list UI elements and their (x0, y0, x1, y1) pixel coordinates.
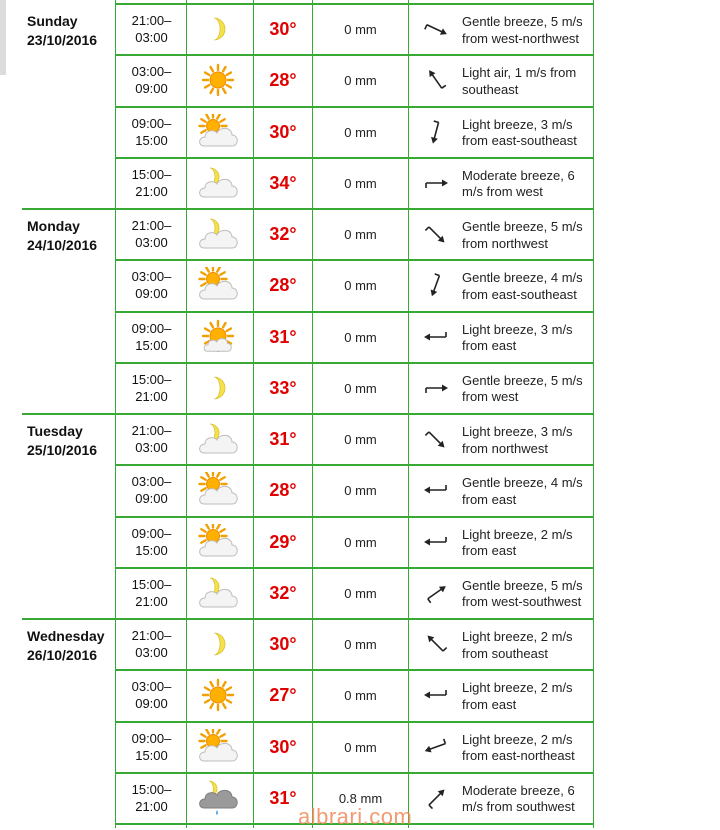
precipitation: 0 mm (344, 432, 377, 447)
time-end: 09:00 (135, 491, 168, 507)
time-end: 03:00 (135, 645, 168, 660)
day-cell (0, 4, 115, 209)
time-start: 03:00– (131, 679, 172, 695)
wind-direction-arrow-icon (421, 424, 451, 454)
temperature: 27° (269, 685, 297, 706)
precipitation: 0 mm (344, 380, 377, 396)
temperature: 28° (269, 480, 297, 501)
time-start: 15:00– (131, 576, 172, 592)
precipitation: 0 mm (344, 483, 377, 499)
time-range (117, 268, 186, 302)
time-range (117, 781, 186, 815)
wind-description: Light breeze, 2 m/s from east (462, 526, 573, 558)
precipitation: 0 mm (344, 22, 377, 37)
temperature: 32° (269, 224, 297, 244)
wind-description: Gentle breeze, 5 m/s from west-northwest (462, 14, 583, 46)
sun-icon (196, 677, 240, 713)
time-range (117, 63, 186, 97)
sun-small-cloud-icon (196, 319, 240, 355)
time-range (117, 166, 186, 200)
temperature: 33° (269, 377, 297, 398)
temperature: 31° (269, 326, 297, 347)
time-start: 09:00– (131, 525, 172, 541)
time-end: 09:00 (135, 81, 168, 97)
time-range (117, 473, 186, 507)
wind-direction-arrow-icon (421, 65, 451, 95)
day-name: Tuesday (27, 423, 83, 439)
temperature: 31° (269, 429, 297, 449)
wind-direction-arrow-icon (421, 322, 451, 352)
precipitation: 0 mm (344, 227, 377, 242)
grid-line (253, 0, 254, 828)
time-end: 03:00 (135, 440, 168, 455)
sun-cloud-icon (196, 472, 240, 508)
temperature: 28° (269, 70, 297, 91)
wind-direction-arrow-icon (421, 629, 451, 659)
time-start: 09:00– (131, 730, 172, 746)
wind-direction-arrow-icon (421, 527, 451, 557)
time-end: 03:00 (135, 235, 168, 250)
grid-line (22, 413, 593, 415)
wind-description: Light breeze, 3 m/s from east-southeast (462, 116, 577, 148)
wind-direction-arrow-icon (421, 168, 451, 198)
precipitation: 0 mm (344, 329, 377, 345)
grid-line (22, 618, 593, 620)
time-range (117, 576, 186, 610)
wind-description: Light breeze, 2 m/s from southeast (462, 629, 573, 661)
time-start: 21:00– (131, 423, 172, 438)
moon-icon (196, 370, 240, 406)
watermark: albrari.com (298, 804, 413, 829)
temperature: 30° (269, 736, 297, 757)
time-range (117, 217, 186, 251)
time-start: 15:00– (131, 781, 172, 797)
time-end: 21:00 (135, 183, 168, 199)
day-name: Sunday (27, 13, 78, 29)
moon-cloud-icon (196, 165, 240, 201)
temperature: 34° (269, 172, 297, 193)
time-range (117, 678, 186, 712)
sun-cloud-icon (196, 524, 240, 560)
day-date: 26/10/2016 (27, 647, 98, 663)
grid-line (22, 208, 593, 210)
time-start: 21:00– (131, 628, 172, 643)
grid-line (312, 0, 313, 828)
wind-direction-arrow-icon (421, 373, 451, 403)
wind-description: Moderate breeze, 6 m/s from west (462, 167, 575, 200)
time-start: 03:00– (131, 474, 172, 490)
day-name: Monday (27, 218, 80, 234)
wind-description: Gentle breeze, 4 m/s from east (462, 475, 583, 507)
precipitation: 0 mm (344, 278, 377, 294)
time-end: 15:00 (135, 337, 168, 353)
temperature: 29° (269, 531, 297, 552)
time-start: 21:00– (131, 218, 172, 233)
time-end: 21:00 (135, 593, 168, 609)
time-start: 09:00– (131, 115, 172, 131)
grid-line (115, 0, 116, 828)
wind-direction-arrow-icon (421, 219, 451, 249)
wind-direction-arrow-icon (421, 783, 451, 813)
day-cell (0, 209, 115, 414)
precipitation: 0 mm (344, 637, 377, 652)
precipitation: 0 mm (344, 124, 377, 140)
grid-line (593, 0, 594, 828)
temperature: 30° (269, 19, 297, 39)
day-cell (0, 414, 115, 619)
wind-description: Light breeze, 2 m/s from east-northeast (462, 731, 575, 763)
precipitation: 0 mm (344, 175, 377, 191)
wind-description: Moderate breeze, 6 m/s from southwest (462, 782, 575, 815)
wind-description: Gentle breeze, 5 m/s from west-southwest (462, 577, 583, 610)
wind-description: Gentle breeze, 5 m/s from west (462, 372, 583, 405)
wind-direction-arrow-icon (421, 475, 451, 505)
time-range (117, 320, 186, 354)
temperature: 30° (269, 634, 297, 654)
temperature: 30° (269, 121, 297, 142)
time-end: 03:00 (135, 30, 168, 45)
wind-direction-arrow-icon (421, 270, 451, 300)
time-start: 21:00– (131, 13, 172, 28)
sun-cloud-icon (196, 114, 240, 150)
precipitation: 0.8 mm (338, 790, 383, 806)
time-range (117, 422, 186, 456)
moon-rain-cloud-icon (196, 780, 240, 816)
day-cell (0, 619, 115, 824)
precipitation: 0 mm (344, 73, 377, 89)
grid-line (186, 0, 187, 828)
day-name: Wednesday (27, 628, 105, 644)
time-start: 15:00– (131, 371, 172, 387)
precipitation: 0 mm (344, 688, 377, 704)
time-range (117, 525, 186, 559)
time-end: 15:00 (135, 747, 168, 763)
time-range (117, 12, 186, 46)
moon-cloud-icon (196, 421, 240, 457)
time-end: 21:00 (135, 388, 168, 404)
wind-description: Light breeze, 2 m/s from east (462, 680, 573, 712)
time-range (117, 730, 186, 764)
precipitation: 0 mm (344, 585, 377, 601)
sun-cloud-icon (196, 267, 240, 303)
moon-icon (196, 11, 240, 47)
time-range (117, 371, 186, 405)
wind-direction-arrow-icon (421, 578, 451, 608)
wind-description: Light air, 1 m/s from southeast (462, 65, 577, 97)
wind-direction-arrow-icon (421, 117, 451, 147)
wind-description: Gentle breeze, 5 m/s from northwest (462, 219, 583, 251)
wind-description: Light breeze, 3 m/s from east (462, 321, 573, 353)
wind-direction-arrow-icon (421, 14, 451, 44)
time-start: 15:00– (131, 166, 172, 182)
time-end: 15:00 (135, 132, 168, 148)
day-date: 25/10/2016 (27, 442, 98, 458)
sun-cloud-icon (196, 729, 240, 765)
time-end: 09:00 (135, 286, 168, 302)
precipitation: 0 mm (344, 739, 377, 755)
time-range (117, 115, 186, 149)
time-start: 03:00– (131, 269, 172, 285)
wind-direction-arrow-icon (421, 732, 451, 762)
grid-line (408, 0, 409, 828)
wind-description: Light breeze, 3 m/s from northwest (462, 424, 573, 456)
temperature: 31° (269, 787, 297, 808)
time-start: 09:00– (131, 320, 172, 336)
day-date: 24/10/2016 (27, 237, 98, 253)
wind-direction-arrow-icon (421, 680, 451, 710)
time-range (117, 627, 186, 661)
moon-icon (196, 626, 240, 662)
time-end: 09:00 (135, 696, 168, 712)
moon-cloud-icon (196, 575, 240, 611)
time-end: 15:00 (135, 542, 168, 558)
time-end: 21:00 (135, 798, 168, 814)
precipitation: 0 mm (344, 534, 377, 550)
temperature: 32° (269, 582, 297, 603)
wind-description: Gentle breeze, 4 m/s from east-southeast (462, 270, 583, 302)
time-start: 03:00– (131, 64, 172, 80)
sun-icon (196, 62, 240, 98)
day-date: 23/10/2016 (27, 32, 98, 48)
moon-cloud-icon (196, 216, 240, 252)
temperature: 28° (269, 275, 297, 296)
